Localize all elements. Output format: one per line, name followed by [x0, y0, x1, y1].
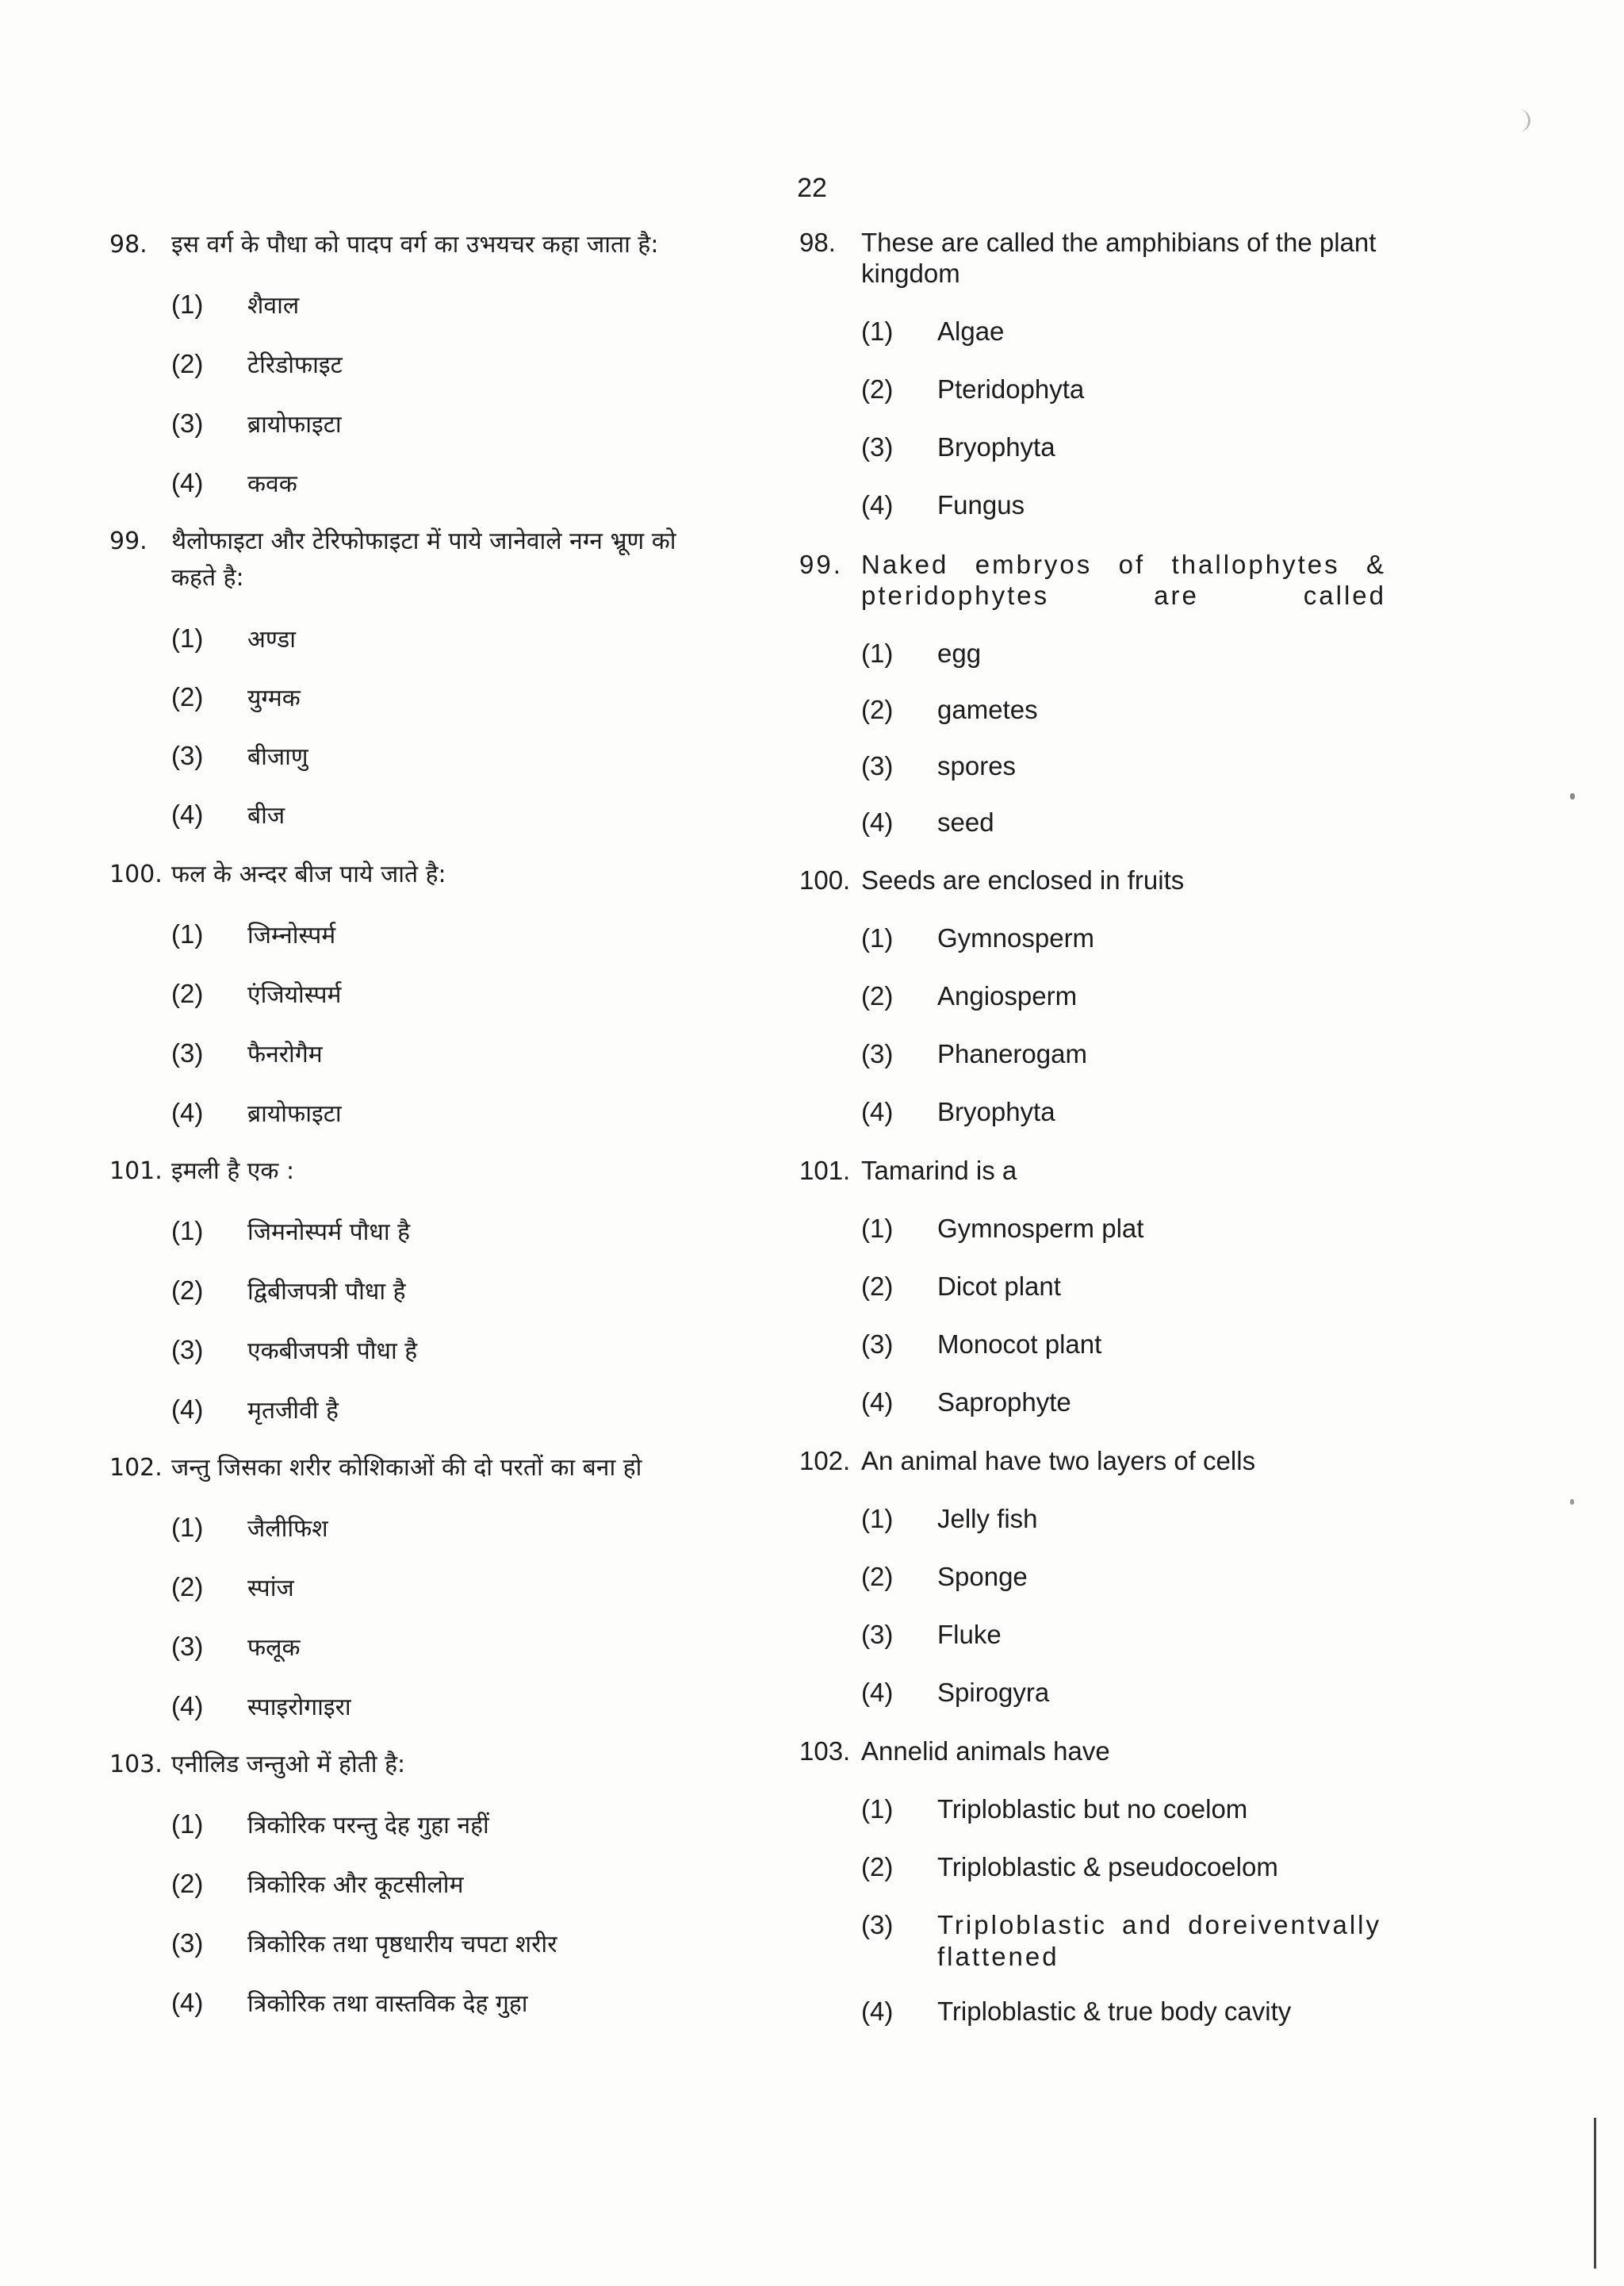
question-98-hindi [109, 227, 712, 498]
option-3: (3) Bryophyta [861, 432, 1055, 462]
option-2: (2) स्पांज [171, 1572, 294, 1602]
scan-speck [1570, 1499, 1574, 1505]
question-stem: जन्तु जिसका शरीर कोशिकाओं की दो परतों का बना हो [171, 1454, 642, 1482]
option-3: (3) Monocot plant [861, 1329, 1102, 1359]
option-3: (3) बीजाणु [171, 741, 308, 771]
question-number: 102. [109, 1454, 163, 1482]
question-stem: थैलोफाइटा और टेरिफोफाइटा में पाये जानेवाले नग्न भ्रूण को कहते है: [171, 527, 676, 592]
option-2: (2) Angiosperm [861, 981, 1078, 1011]
option-1: (1) अण्डा [171, 623, 296, 654]
option-1: (1) egg [861, 639, 982, 668]
option-2: (2) युग्मक [171, 682, 301, 712]
option-2: (2) gametes [861, 695, 1038, 724]
question-stem: Tamarind is a [861, 1156, 1017, 1185]
option-1: (1) त्रिकोरिक परन्तु देह गुहा नहीं [171, 1809, 489, 1839]
question-99-english [799, 549, 1386, 837]
question-102-hindi [109, 1450, 712, 1721]
question-stem: इमली है एक : [171, 1157, 295, 1185]
option-4: (4) Spirogyra [861, 1678, 1050, 1707]
option-2: (2) Triploblastic & pseudocoelom [861, 1852, 1278, 1881]
question-103-hindi [109, 1747, 712, 2018]
question-stem: इस वर्ग के पौधा को पादप वर्ग का उभयचर कहा जाता है: [171, 231, 659, 259]
question-number: 100. [109, 861, 163, 888]
option-2: (2) त्रिकोरिक और कूटसीलोम [171, 1869, 464, 1899]
option-3: (3) spores [861, 751, 1017, 781]
option-2: (2) द्विबीजपत्री पौधा है [171, 1275, 406, 1306]
option-3: (3) फलूक [171, 1632, 301, 1662]
page-number: 22 [797, 173, 827, 203]
option-2: (2) एंजियोस्पर्म [171, 979, 342, 1009]
option-3: (3) एकबीजपत्री पौधा है [171, 1335, 418, 1365]
option-1: (1) Jelly fish [861, 1504, 1038, 1533]
question-103-english [799, 1736, 1386, 2026]
scan-edge-line [1594, 2118, 1596, 2269]
option-4: (4) Fungus [861, 490, 1025, 520]
option-1: (1) शैवाल [171, 290, 300, 320]
question-number: 103. [799, 1736, 851, 1766]
question-stem: फल के अन्दर बीज पाये जाते है: [171, 861, 446, 888]
option-1: (1) जिम्नोस्पर्म [171, 919, 336, 949]
question-99-hindi [109, 524, 712, 830]
question-number: 102. [799, 1446, 851, 1475]
question-number: 103. [109, 1751, 163, 1778]
question-number: 101. [799, 1156, 851, 1185]
option-4: (4) Triploblastic & true body cavity [861, 1996, 1292, 2026]
option-4: (4) स्पाइरोगाइरा [171, 1691, 351, 1721]
option-4: (4) त्रिकोरिक तथा वास्तविक देह गुहा [171, 1988, 528, 2018]
question-number: 98. [109, 231, 147, 259]
question-98-english [799, 227, 1386, 520]
option-2: (2) Pteridophyta [861, 374, 1085, 404]
option-2: (2) टेरिडोफाइट [171, 349, 343, 379]
question-102-english [799, 1445, 1386, 1707]
option-1: (1) जैलीफिश [171, 1513, 328, 1543]
option-1: (1) Gymnosperm [861, 923, 1095, 953]
scan-speck [1509, 109, 1530, 132]
option-4: (4) बीज [171, 800, 285, 830]
question-stem: These are called the amphibians of the plant kingdom [861, 228, 1377, 288]
question-stem: Seeds are enclosed in fruits [861, 865, 1185, 895]
question-101-english [799, 1155, 1386, 1417]
question-100-hindi [109, 857, 712, 1128]
question-stem: An animal have two layers of cells [861, 1446, 1256, 1475]
question-number: 101. [109, 1157, 163, 1185]
option-1: (1) Triploblastic but no coelom [861, 1794, 1248, 1824]
question-number: 99. [799, 550, 843, 579]
question-stem: Naked embryos of thallophytes & pteridophytes are called [861, 550, 1386, 610]
option-4: (4) ब्रायोफाइटा [171, 1098, 342, 1128]
option-1: (1) जिमनोस्पर्म पौधा है [171, 1216, 411, 1246]
scan-speck [1570, 793, 1575, 800]
question-number: 100. [799, 865, 851, 895]
option-3: (3) Fluke [861, 1620, 1002, 1649]
option-1: (1) Gymnosperm plat [861, 1214, 1144, 1243]
option-4: (4) Bryophyta [861, 1097, 1055, 1126]
option-3: (3) फैनरोगैम [171, 1038, 323, 1068]
option-4: (4) कवक [171, 468, 297, 498]
question-100-english [799, 865, 1386, 1126]
option-4: (4) मृतजीवी है [171, 1394, 339, 1425]
option-2: (2) Dicot plant [861, 1271, 1061, 1301]
option-3: (3) ब्रायोफाइटा [171, 408, 342, 439]
question-number: 98. [799, 228, 836, 257]
question-number: 99. [109, 527, 147, 555]
option-3: (3) Phanerogam [861, 1039, 1087, 1068]
option-4: (4) Saprophyte [861, 1387, 1071, 1417]
question-stem: एनीलिड जन्तुओ में होती है: [171, 1751, 406, 1778]
option-3: (3) त्रिकोरिक तथा पृष्ठधारीय चपटा शरीर [171, 1928, 557, 1958]
question-101-hindi [109, 1153, 712, 1425]
option-4: (4) seed [861, 807, 994, 837]
option-2: (2) Sponge [861, 1562, 1028, 1591]
question-stem: Annelid animals have [861, 1736, 1110, 1766]
option-1: (1) Algae [861, 316, 1005, 346]
option-3: (3) Triploblastic and doreiventvally flattened [861, 1910, 1381, 1971]
